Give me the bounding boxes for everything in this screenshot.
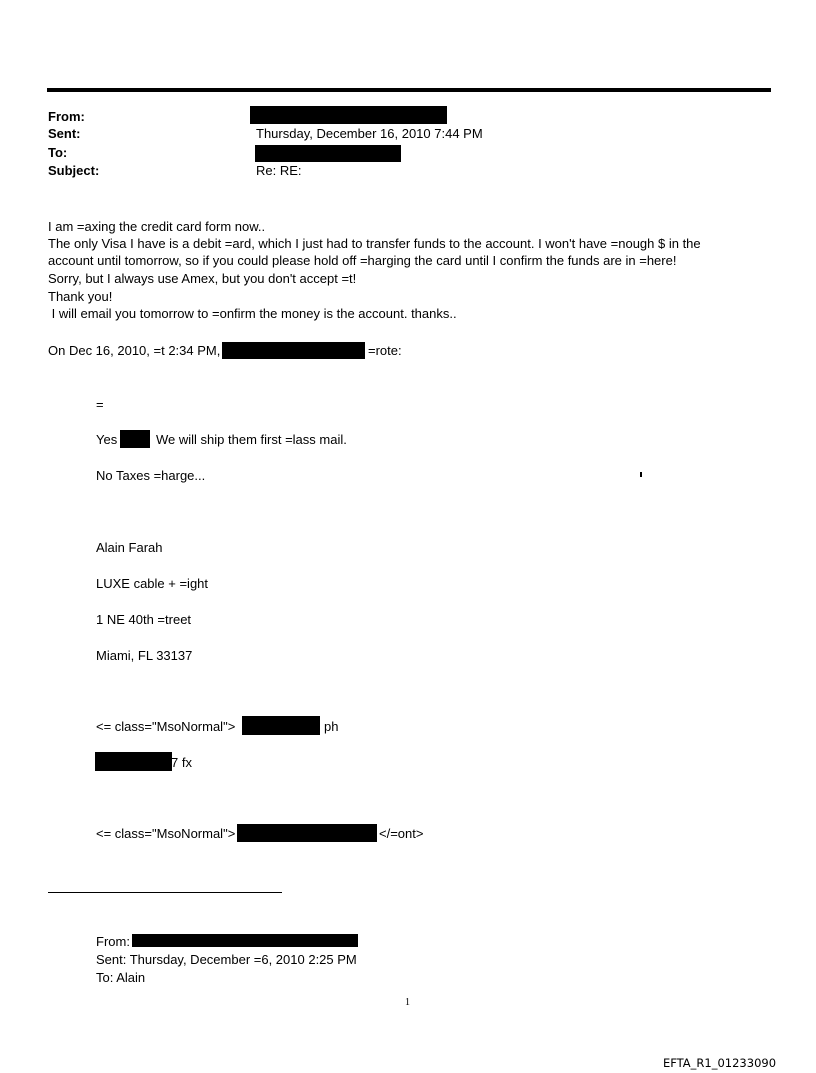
quoted-yes-suffix: We will ship them first =lass mail. [156,432,347,447]
body-line: Thank you! [48,289,113,304]
quote-intro-redaction [222,342,365,359]
to-label: To: [48,145,68,160]
subject-value: Re: RE: [256,163,302,178]
forwarded-to: To: Alain [96,970,146,985]
yes-redaction [120,430,150,448]
body-line: The only Visa I have is a debit =ard, which I just had to transfer funds to the account. I won't have =nough $ in the [48,236,701,251]
forwarded-from-redaction [132,934,358,947]
email-redaction [237,824,377,842]
phone-redaction [242,716,320,735]
stray-mark [640,472,642,477]
signature-company: LUXE cable + =ight [96,576,209,591]
email-suffix: </=ont> [379,826,424,841]
sent-label: Sent: [48,126,81,141]
page-number: 1 [405,997,410,1008]
signature-name: Alain Farah [96,540,163,555]
email-prefix: <= class="MsoNormal"> [96,826,236,841]
sent-value: Thursday, December 16, 2010 7:44 PM [256,126,483,141]
body-line: I will email you tomorrow to =onfirm the money is the account. thanks.. [48,306,457,321]
phone-suffix: ph [324,719,339,734]
document-id: EFTA_R1_01233090 [663,1056,777,1070]
signature-street: 1 NE 40th =treet [96,612,192,627]
from-redaction [250,106,447,124]
header-top-rule [47,88,771,92]
quoted-no-taxes: No Taxes =harge... [96,468,206,483]
quoted-equals: = [96,397,104,412]
forwarded-from-label: From: [96,934,130,949]
forwarded-sent: Sent: Thursday, December =6, 2010 2:25 PM [96,952,357,967]
forward-separator [48,892,282,893]
fax-suffix: 7 fx [171,755,192,770]
from-label: From: [48,109,85,124]
body-line: account until tomorrow, so if you could please hold off =harging the card until I confirm the funds are in =here! [48,253,677,268]
body-line: Sorry, but I always use Amex, but you don't accept =t! [48,271,357,286]
quote-intro-suffix: =rote: [368,343,402,358]
to-redaction [255,145,401,162]
quoted-yes-prefix: Yes [96,432,118,447]
signature-city: Miami, FL 33137 [96,648,193,663]
fax-redaction [95,752,172,771]
body-line: I am =axing the credit card form now.. [48,219,266,234]
quote-intro-prefix: On Dec 16, 2010, =t 2:34 PM, [48,343,221,358]
phone-prefix: <= class="MsoNormal"> [96,719,236,734]
subject-label: Subject: [48,163,100,178]
